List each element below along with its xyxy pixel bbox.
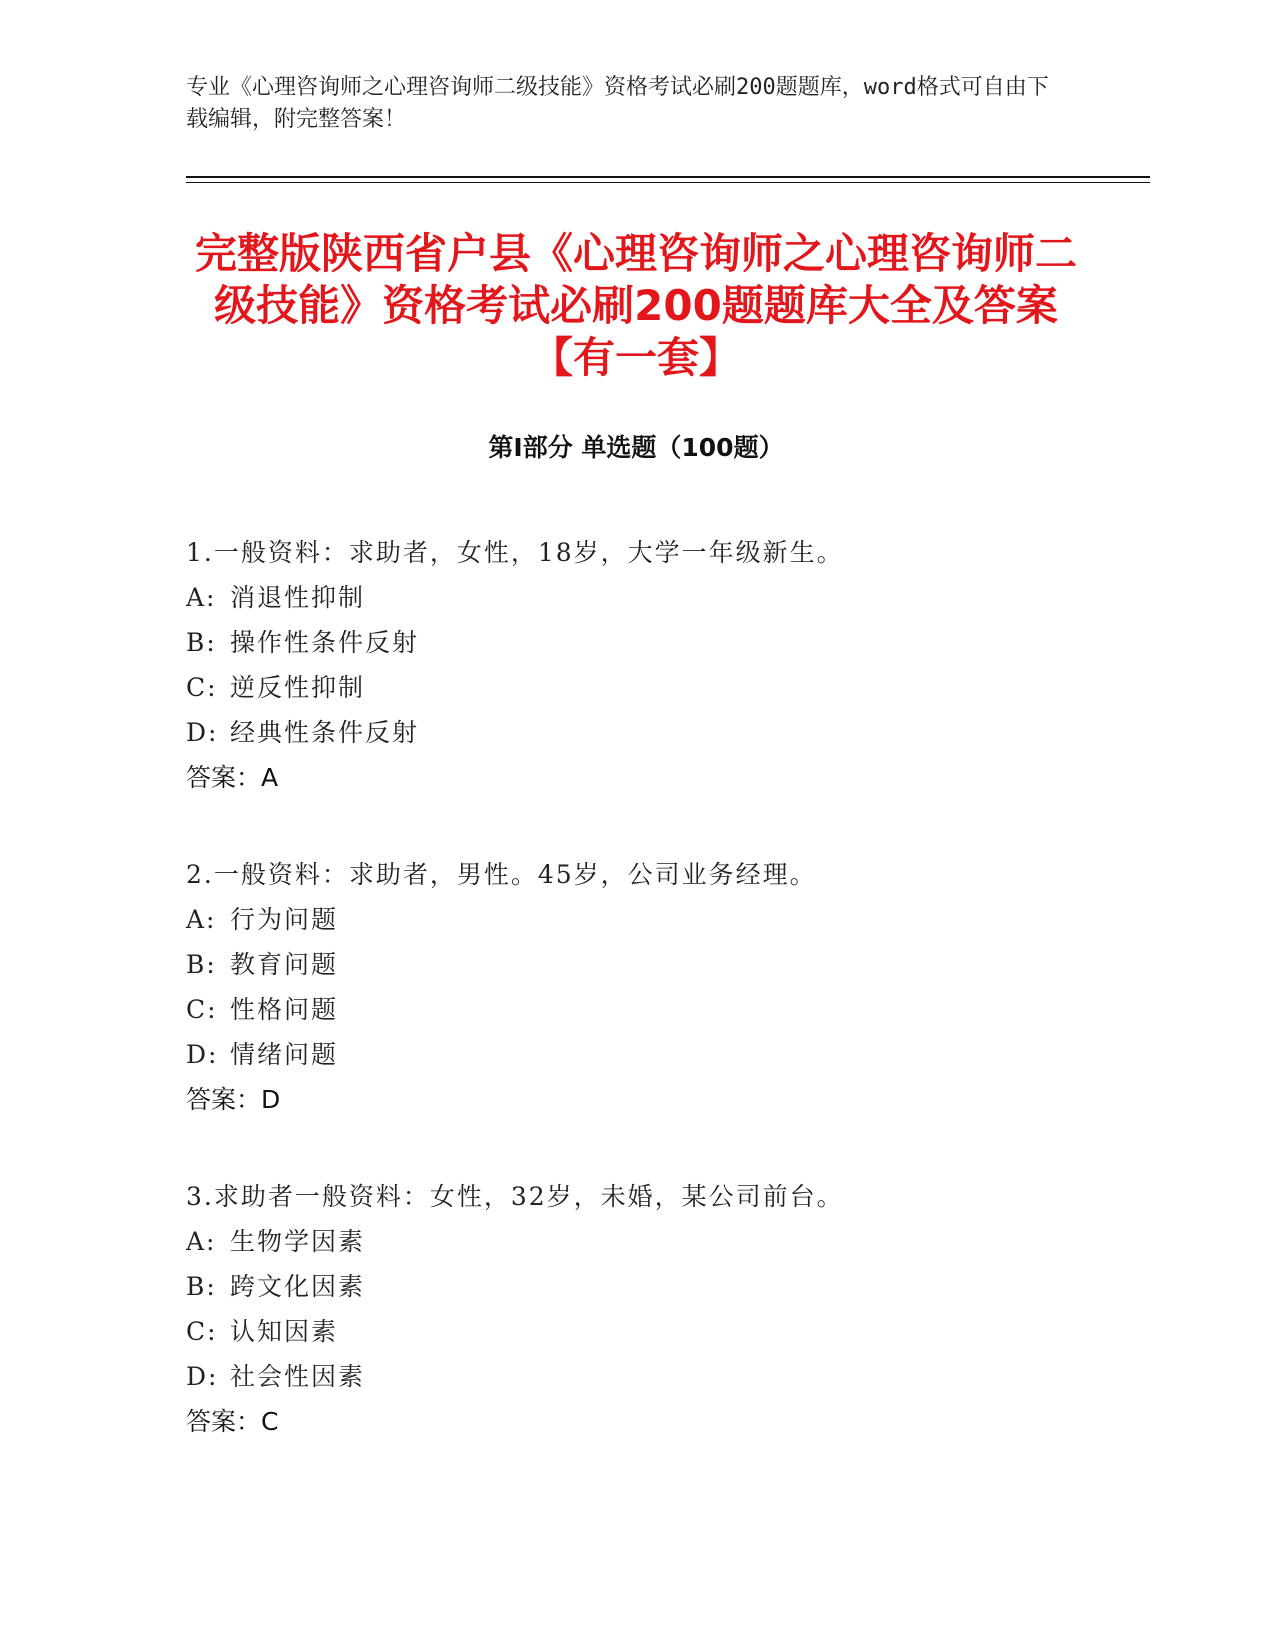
question-stem: 3.求助者一般资料：女性，32岁，未婚，某公司前台。 xyxy=(186,1182,844,1211)
section-title: 第Ⅰ部分 单选题（100题） xyxy=(488,433,784,462)
answer: 答案：D xyxy=(186,1085,281,1114)
option-c xyxy=(186,1309,1086,1354)
option-text: 情绪问题 xyxy=(230,1040,339,1069)
option-d xyxy=(186,1032,1086,1077)
option-text: 行为问题 xyxy=(230,905,339,934)
option-a xyxy=(186,575,1086,620)
option-a xyxy=(186,1219,1086,1264)
question-stem: 1.一般资料：求助者，女性，18岁，大学一年级新生。 xyxy=(186,538,844,567)
option-text: 认知因素 xyxy=(230,1317,339,1346)
option-letter: A: xyxy=(186,583,217,612)
header-rule-thin xyxy=(186,182,1150,183)
option-letter: D: xyxy=(186,1362,219,1391)
header-note: 专业《心理咨询师之心理咨询师二级技能》资格考试必刷200题题库，word格式可自由下载编辑，附完整答案！ xyxy=(186,75,1049,132)
option-letter: C: xyxy=(186,673,218,702)
option-letter: A: xyxy=(186,905,217,934)
document-title: 完整版陕西省户县《心理咨询师之心理咨询师二级技能》资格考试必刷200题题库大全及答案【有一套】 xyxy=(194,229,1077,382)
question-3 xyxy=(186,1174,1086,1444)
option-text: 性格问题 xyxy=(230,995,339,1024)
option-b xyxy=(186,1264,1086,1309)
answer: 答案：C xyxy=(186,1407,279,1436)
option-c xyxy=(186,665,1086,710)
option-letter: C: xyxy=(186,1317,218,1346)
option-a xyxy=(186,897,1086,942)
option-d xyxy=(186,710,1086,755)
option-text: 生物学因素 xyxy=(230,1227,366,1256)
question-1 xyxy=(186,530,1086,800)
option-letter: B: xyxy=(186,628,217,657)
option-b xyxy=(186,620,1086,665)
option-d xyxy=(186,1354,1086,1399)
header-rule-thick xyxy=(186,176,1150,178)
option-b xyxy=(186,942,1086,987)
option-letter: D: xyxy=(186,718,219,747)
question-2 xyxy=(186,852,1086,1122)
option-letter: B: xyxy=(186,950,217,979)
option-letter: A: xyxy=(186,1227,217,1256)
option-text: 经典性条件反射 xyxy=(230,718,420,747)
question-list xyxy=(186,530,1086,1496)
option-letter: C: xyxy=(186,995,218,1024)
question-stem: 2.一般资料：求助者，男性。45岁，公司业务经理。 xyxy=(186,860,817,889)
option-text: 操作性条件反射 xyxy=(230,628,420,657)
answer: 答案：A xyxy=(186,763,279,792)
option-text: 逆反性抑制 xyxy=(230,673,366,702)
option-text: 社会性因素 xyxy=(230,1362,366,1391)
option-letter: B: xyxy=(186,1272,217,1301)
option-text: 消退性抑制 xyxy=(230,583,366,612)
option-c xyxy=(186,987,1086,1032)
option-text: 教育问题 xyxy=(230,950,339,979)
option-text: 跨文化因素 xyxy=(230,1272,366,1301)
option-letter: D: xyxy=(186,1040,219,1069)
